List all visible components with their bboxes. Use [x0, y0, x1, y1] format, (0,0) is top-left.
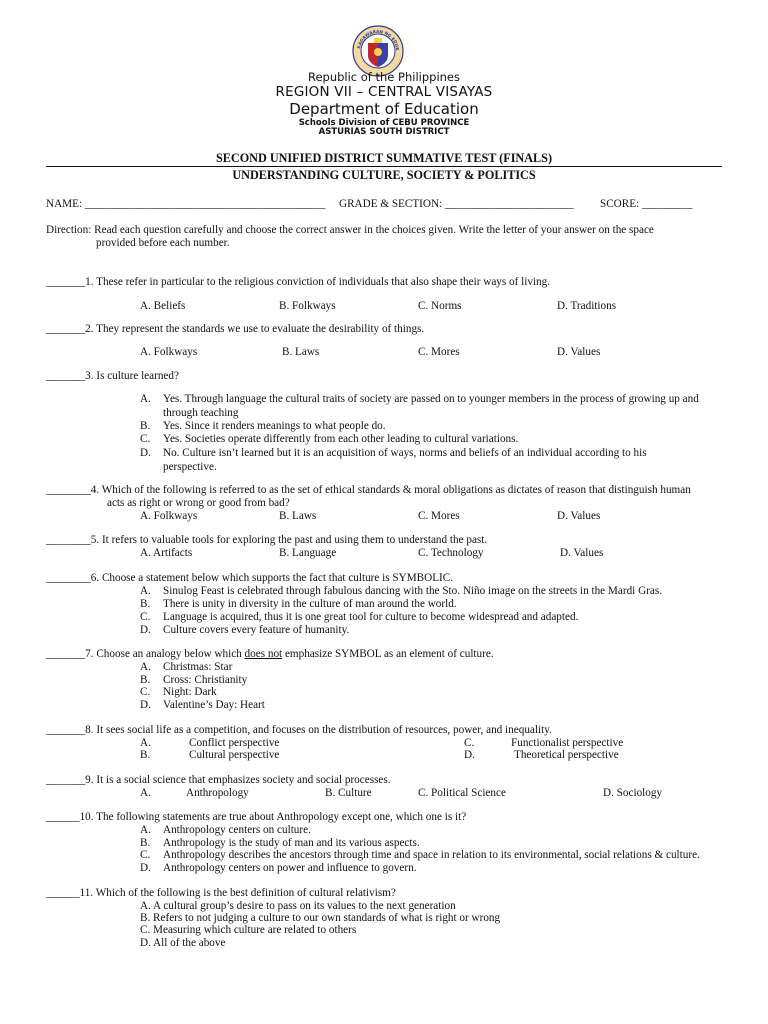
seal-text: KAGAWARAN NG EDUK	[356, 28, 401, 51]
q8-choice-b: Cultural perspective	[189, 749, 280, 761]
q10-choice-c: Anthropology describes the ancestors through time and space in relation to its environmental, social relations & culture.	[163, 849, 700, 861]
q1-choice-c: C. Norms	[418, 300, 462, 312]
q1-choice-b: B. Folkways	[279, 300, 336, 312]
q7-letter-a: A.	[140, 661, 151, 673]
question-5: ________5. It refers to valuable tools for exploring the past and using them to understand the past.	[46, 534, 488, 546]
q5-choice-a: A. Artifacts	[140, 547, 193, 559]
q2-choice-c: C. Mores	[418, 346, 460, 358]
q3-choice-a: Yes. Through language the cultural traits of society are passed on to younger members in the process of growing up and	[163, 393, 699, 405]
question-7-pre: _______7. Choose an analogy below which	[46, 648, 245, 660]
q2-choice-b: B. Laws	[282, 346, 320, 358]
q3-letter-c: C.	[140, 433, 151, 445]
q6-choice-c: Language is acquired, thus it is one great tool for culture to become widespread and adapted.	[163, 611, 579, 623]
q6-letter-c: C.	[140, 611, 151, 623]
q7-letter-d: D.	[140, 699, 151, 711]
question-7-emphasis: does not	[244, 648, 283, 660]
q7-letter-b: B.	[140, 674, 151, 686]
q5-choice-d: D. Values	[560, 547, 604, 559]
question-4-cont: acts as right or wrong or good from bad?	[107, 497, 290, 509]
q3-choice-b: Yes. Since it renders meanings to what people do.	[163, 420, 386, 432]
q3-choice-c: Yes. Societies operate differently from each other leading to cultural variations.	[163, 433, 519, 445]
question-8: _______8. It sees social life as a competition, and focuses on the distribution of resources, power, and inequality.	[46, 724, 552, 736]
q1-choice-d: D. Traditions	[557, 300, 617, 312]
q4-choice-b: B. Laws	[279, 510, 317, 522]
q8-letter-b: B.	[140, 749, 151, 761]
q6-choice-a: Sinulog Feast is celebrated through fabulous dancing with the Sto. Niño image on the streets in the Mardi Gras.	[163, 585, 662, 597]
district-line: ASTURIAS SOUTH DISTRICT	[318, 127, 450, 137]
q8-letter-a: A.	[140, 737, 151, 749]
q2-choice-d: D. Values	[557, 346, 601, 358]
question-9: _______9. It is a social science that emphasizes society and social processes.	[46, 774, 391, 786]
q8-choice-a: Conflict perspective	[189, 737, 280, 749]
q7-choice-c: Night: Dark	[163, 686, 217, 698]
question-3: _______3. Is culture learned?	[46, 370, 179, 382]
q10-letter-b: B.	[140, 837, 151, 849]
grade-section-field[interactable]: GRADE & SECTION: _______________________	[339, 198, 574, 210]
q4-choice-d: D. Values	[557, 510, 601, 522]
q7-choice-a: Christmas: Star	[163, 661, 233, 673]
q5-choice-b: B. Language	[279, 547, 337, 559]
test-title: SECOND UNIFIED DISTRICT SUMMATIVE TEST (FINALS)	[215, 151, 553, 165]
q11-choice-c: C. Measuring which culture are related to others	[140, 924, 357, 936]
division-line: Schools Division of CEBU PROVINCE	[298, 118, 470, 128]
q2-choice-a: A. Folkways	[140, 346, 198, 358]
q4-choice-c: C. Mores	[418, 510, 460, 522]
q3-letter-b: B.	[140, 420, 151, 432]
department-line: Department of Education	[289, 100, 479, 118]
q7-choice-d: Valentine’s Day: Heart	[163, 699, 265, 711]
question-2: _______2. They represent the standards we use to evaluate the desirability of things.	[46, 323, 425, 335]
republic-line: Republic of the Philippines	[307, 70, 461, 84]
q3-choice-d: No. Culture isn’t learned but it is an acquisition of ways, norms and beliefs of an individual according to his	[163, 447, 647, 459]
question-6: ________6. Choose a statement below which supports the fact that culture is SYMBOLIC.	[46, 572, 454, 584]
q9-letter-a: A.	[140, 787, 151, 799]
q3-letter-a: A.	[140, 393, 151, 405]
direction-line-1: Direction: Read each question carefully and choose the correct answer in the choices given. Write the letter of your answer on the space	[46, 224, 654, 236]
title-divider	[46, 166, 722, 167]
q7-choice-b: Cross: Christianity	[163, 674, 248, 686]
q5-choice-c: C. Technology	[418, 547, 484, 559]
question-11: ______11. Which of the following is the best definition of cultural relativism?	[46, 887, 396, 899]
region-line: REGION VII – CENTRAL VISAYAS	[275, 84, 493, 100]
q8-choice-d: Theoretical perspective	[514, 749, 619, 761]
q3-choice-d-cont: perspective.	[163, 461, 217, 473]
question-7-post: emphasize SYMBOL as an element of culture.	[282, 648, 494, 660]
q4-choice-a: A. Folkways	[140, 510, 198, 522]
q9-choice-d: D. Sociology	[603, 787, 663, 799]
q11-choice-b: B. Refers to not judging a culture to our own standards of what is right or wrong	[140, 912, 501, 924]
q9-choice-b: B. Culture	[325, 787, 372, 799]
q10-choice-d: Anthropology centers on power and influence to govern.	[163, 862, 417, 874]
q3-letter-d: D.	[140, 447, 151, 459]
q6-choice-d: Culture covers every feature of humanity.	[163, 624, 350, 636]
q6-choice-b: There is unity in diversity in the culture of man around the world.	[163, 598, 457, 610]
q8-letter-d: D.	[464, 749, 475, 761]
score-field[interactable]: SCORE: _________	[600, 198, 693, 210]
q10-letter-d: D.	[140, 862, 151, 874]
name-field[interactable]: NAME: ___________________________________________	[46, 198, 326, 210]
question-1: _______1. These refer in particular to the religious conviction of individuals that also shape their ways of living.	[46, 276, 551, 288]
q6-letter-a: A.	[140, 585, 151, 597]
q3-choice-a-cont: through teaching	[163, 407, 239, 419]
q8-choice-c: Functionalist perspective	[511, 737, 624, 749]
q10-choice-a: Anthropology centers on culture.	[163, 824, 311, 836]
q1-choice-a: A. Beliefs	[140, 300, 186, 312]
q9-choice-c: C. Political Science	[418, 787, 506, 799]
question-7	[46, 648, 494, 661]
test-subject: UNDERSTANDING CULTURE, SOCIETY & POLITICS	[232, 168, 536, 182]
question-4: ________4. Which of the following is referred to as the set of ethical standards & moral obligations as dictates of reason that distinguish human	[46, 484, 691, 496]
q11-choice-d: D. All of the above	[140, 937, 226, 949]
q10-letter-c: C.	[140, 849, 151, 861]
q8-letter-c: C.	[464, 737, 475, 749]
direction-line-2: provided before each number.	[96, 237, 230, 249]
q11-choice-a: A. A cultural group’s desire to pass on its values to the next generation	[140, 900, 456, 912]
q9-choice-a: Anthropology	[186, 787, 249, 799]
q10-letter-a: A.	[140, 824, 151, 836]
q10-choice-b: Anthropology is the study of man and its various aspects.	[163, 837, 420, 849]
question-10: ______10. The following statements are true about Anthropology except one, which one is it?	[46, 811, 467, 823]
q7-letter-c: C.	[140, 686, 151, 698]
q6-letter-d: D.	[140, 624, 151, 636]
q6-letter-b: B.	[140, 598, 151, 610]
